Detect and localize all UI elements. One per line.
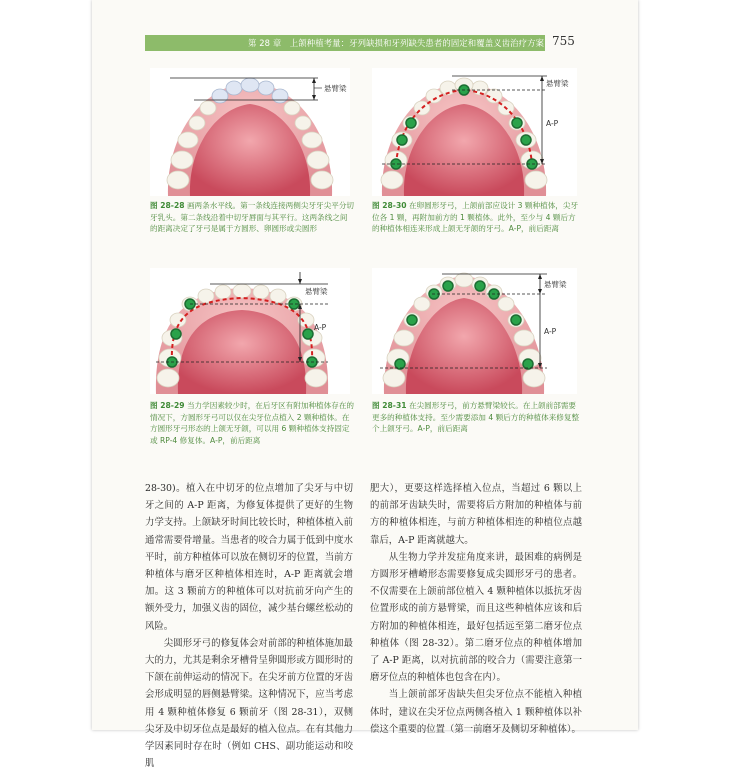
figure-28-28-caption bbox=[150, 200, 355, 235]
figure-28-31-caption bbox=[372, 400, 582, 435]
ap-distance-label: A-P bbox=[546, 119, 559, 128]
ap-distance-label: A-P bbox=[544, 327, 557, 336]
body-paragraph: 尖圆形牙弓的修复体会对前部的种植体施加最大的力，尤其是剩余牙槽骨呈卵圆形或方圆形时的下颌在前伸运动的情况下。在尖牙前方位置的牙齿会形成明显的唇侧悬臂梁。这种情况下，应当考虑用 4 颗种植体修复 6 颗前牙（图 28-31），双侧尖牙及中切牙位点是最好的植入位点。在有其他力学因素同时存在时（例如 CHS、副功能运动和咬肌 bbox=[145, 637, 353, 770]
body-paragraph: 从生物力学并发症角度来讲，最困难的病例是方圆形牙槽嵴形态需要修复成尖圆形牙弓的患者。不仅需要在上颌前部位植入 4 颗种植体以抵抗牙齿位置形成的前方悬臂梁，而且这些种植体应该和后方附加的种植体相连，最好包括远至第二磨牙位点种植体（图 28-32）。第二磨牙位点的种植体增加了 A-P 距离，以对抗前部的咬合力（需要注意第一磨牙位点的种植体也包含在内）。 bbox=[370, 551, 582, 684]
figure-label: 图 28-31 bbox=[372, 401, 407, 410]
figure-label: 图 28-30 bbox=[372, 201, 407, 210]
body-left-column bbox=[145, 480, 353, 772]
figure-28-29-caption bbox=[150, 400, 355, 446]
figure-caption-text: 画两条水平线。第一条线连接两侧尖牙牙尖平分切牙乳头。第二条线沿着中切牙唇面与其平行。这两条线之间的距离决定了牙弓是属于方圆形、卵圆形或尖圆形 bbox=[150, 201, 355, 234]
figure-28-29-image bbox=[150, 268, 350, 394]
cantilever-label: 悬臂梁 bbox=[324, 84, 347, 93]
body-right-column bbox=[370, 480, 582, 738]
figure-caption-text: 在尖圆形牙弓，前方悬臂梁较长。在上颌前部需要更多的种植体支持。至少需要添加 4 颗后方的种植体来修复整个上颌牙弓。A-P，前后距离 bbox=[372, 401, 580, 434]
cantilever-label: 悬臂梁 bbox=[546, 79, 569, 88]
body-paragraph: 28-30)。植入在中切牙的位点增加了尖牙与中切牙之间的 A-P 距离，为修复体提供了更好的生物力学支持。上颌缺牙时间比较长时，种植体植入前通常需要骨增量。当患者的咬合力属于低到中度水平时，前方种植体可以放在侧切牙的位置，当前方种植体与磨牙区种植体相连时，A-P 距离就会增加。这 3 颗前方的种植体可以对抗前牙向产生的额外受力，加强义齿的固位，减少基台螺丝松动的风险。 bbox=[145, 483, 353, 632]
figure-28-31-image bbox=[372, 268, 577, 394]
page-number: 755 bbox=[552, 34, 575, 48]
body-paragraph: 当上颌前部牙齿缺失但尖牙位点不能植入种植体时，建议在尖牙位点两侧各植入 1 颗种植体以补偿这个重要的位置（第一前磨牙及侧切牙种植体）。 bbox=[370, 689, 582, 735]
figure-label: 图 28-28 bbox=[150, 201, 185, 210]
figure-label: 图 28-29 bbox=[150, 401, 185, 410]
chapter-title: 第 28 章 上颌种植考量：牙列缺损和牙列缺失患者的固定和覆盖义齿治疗方案 bbox=[248, 38, 545, 48]
ap-distance-label: A-P bbox=[314, 323, 327, 332]
cantilever-label: 悬臂梁 bbox=[544, 280, 567, 289]
figure-caption-text: 在卵圆形牙弓，上颌前部应设计 3 颗种植体，尖牙位各 1 颗，再附加前方的 1 颗植体。此外，至少与 4 颗后方的种植体相连来形成上颌无牙颌的牙弓。A-P，前后距离 bbox=[372, 201, 579, 234]
figure-28-28-image bbox=[150, 68, 350, 196]
body-paragraph: 肥大），更要这样选择植入位点，当超过 6 颗以上的前部牙齿缺失时，需要将后方附加的种植体与前方的种植体相连，与前方种植体相连的种植位点越靠后，A-P 距离就越大。 bbox=[370, 483, 582, 546]
figure-28-30-caption bbox=[372, 200, 582, 235]
cantilever-label: 悬臂梁 bbox=[305, 287, 328, 296]
figure-28-30-image bbox=[372, 68, 577, 196]
figure-caption-text: 当力学因素较少时，在后牙区有附加种植体存在的情况下，方圆形牙弓可以仅在尖牙位点植入 2 颗种植体。在方圆形牙弓形态的上颌无牙颌，可以用 6 颗种植体支持固定或 RP-4 修复体。A-P，前后距离 bbox=[150, 401, 355, 445]
